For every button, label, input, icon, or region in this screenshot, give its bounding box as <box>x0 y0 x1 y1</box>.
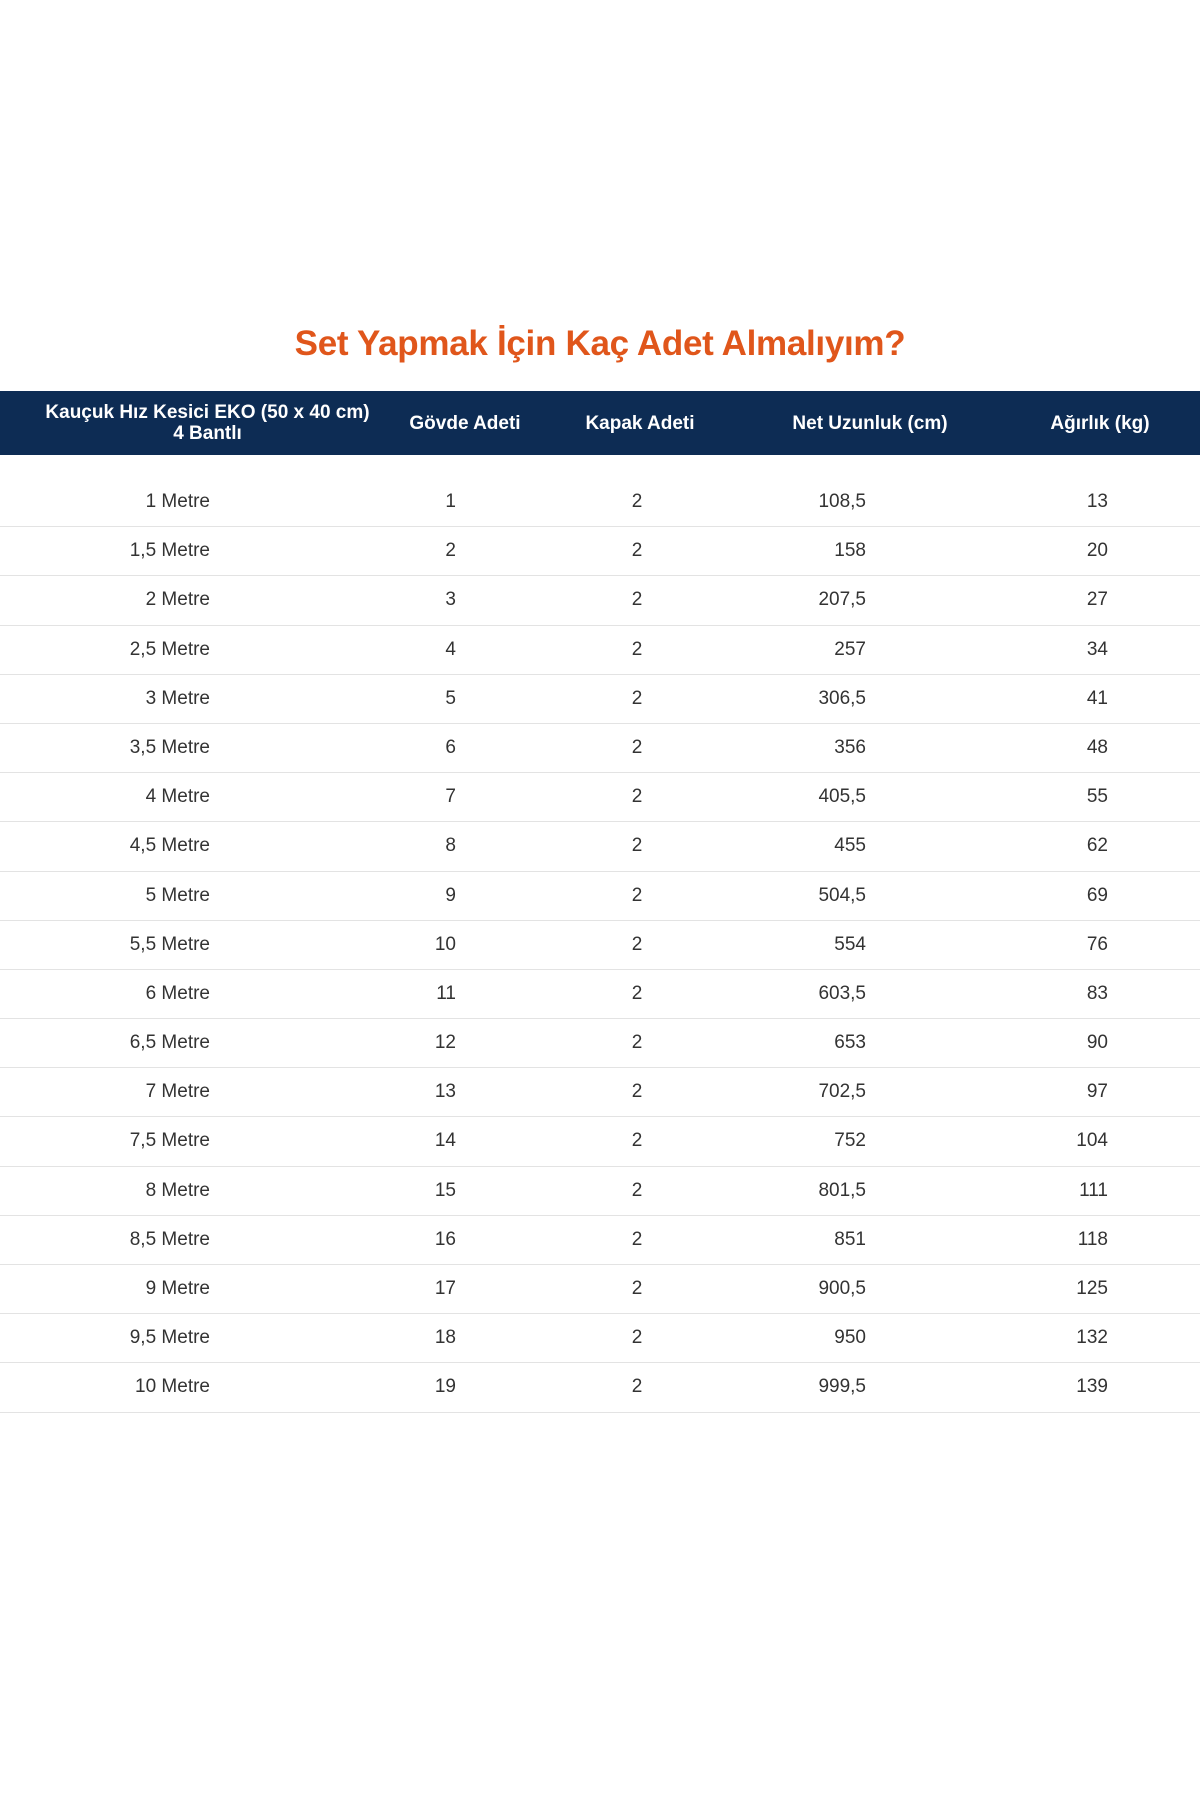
net-length-cell: 108,5 <box>818 491 866 512</box>
body-count-cell: 17 <box>434 1278 456 1299</box>
net-length-cell: 554 <box>834 933 866 955</box>
net-length-cell: 653 <box>834 1032 866 1054</box>
table-body <box>0 478 1200 1413</box>
cap-count-cell: 2 <box>631 540 643 562</box>
length-cell: 7,5 Metre <box>129 1130 210 1152</box>
cap-count-cell: 2 <box>631 1376 643 1398</box>
table-row <box>0 822 1200 871</box>
table-row <box>0 1068 1200 1117</box>
table-row <box>0 675 1200 724</box>
weight-cell: 20 <box>1086 540 1108 562</box>
length-cell: 9 Metre <box>145 1278 210 1299</box>
weight-cell: 132 <box>1076 1327 1108 1349</box>
header-cap-count: Kapak Adeti <box>585 412 695 434</box>
table-row <box>0 1117 1200 1166</box>
table-row <box>0 1363 1200 1412</box>
body-count-cell: 2 <box>445 540 456 562</box>
table-row <box>0 1216 1200 1265</box>
cap-count-cell: 2 <box>631 491 643 512</box>
length-cell: 4 Metre <box>145 786 210 808</box>
cap-count-cell: 2 <box>631 835 643 857</box>
weight-cell: 41 <box>1086 687 1108 709</box>
table-row <box>0 1167 1200 1216</box>
net-length-cell: 207,5 <box>818 589 866 611</box>
cap-count-cell: 2 <box>631 1228 643 1250</box>
net-length-cell: 455 <box>834 835 866 857</box>
table-row <box>0 1314 1200 1363</box>
length-cell: 10 Metre <box>135 1376 210 1398</box>
length-cell: 3,5 Metre <box>129 736 210 758</box>
body-count-cell: 10 <box>434 933 456 955</box>
table-header <box>0 391 1200 455</box>
net-length-cell: 405,5 <box>818 786 866 808</box>
weight-cell: 76 <box>1086 933 1108 955</box>
table-row <box>0 921 1200 970</box>
cap-count-cell: 2 <box>631 1327 643 1349</box>
table-row <box>0 872 1200 921</box>
cap-count-cell: 2 <box>631 1278 643 1299</box>
header-product-line2: 4 Bantlı <box>173 423 242 444</box>
table-row <box>0 970 1200 1019</box>
cap-count-cell: 2 <box>631 1130 643 1152</box>
weight-cell: 97 <box>1086 1081 1108 1103</box>
weight-cell: 83 <box>1086 982 1108 1004</box>
body-count-cell: 1 <box>445 491 456 512</box>
length-cell: 7 Metre <box>145 1081 210 1103</box>
body-count-cell: 3 <box>445 589 456 611</box>
net-length-cell: 801,5 <box>818 1179 866 1201</box>
body-count-cell: 14 <box>434 1130 456 1152</box>
header-net-length: Net Uzunluk (cm) <box>792 412 948 434</box>
header-product-line1: Kauçuk Hız Kesici EKO (50 x 40 cm) <box>45 402 370 423</box>
weight-cell: 13 <box>1086 491 1108 512</box>
weight-cell: 111 <box>1079 1179 1108 1201</box>
cap-count-cell: 2 <box>631 1081 643 1103</box>
length-cell: 4,5 Metre <box>129 835 210 857</box>
cap-count-cell: 2 <box>631 638 643 660</box>
cap-count-cell: 2 <box>631 589 643 611</box>
table-row <box>0 724 1200 773</box>
net-length-cell: 356 <box>834 736 866 758</box>
weight-cell: 62 <box>1086 835 1108 857</box>
header-body-count: Gövde Adeti <box>409 412 521 434</box>
weight-cell: 69 <box>1086 884 1108 906</box>
length-cell: 8,5 Metre <box>129 1228 210 1250</box>
length-cell: 2 Metre <box>145 589 210 611</box>
net-length-cell: 158 <box>834 540 866 562</box>
table-row <box>0 478 1200 527</box>
length-cell: 8 Metre <box>145 1179 210 1201</box>
body-count-cell: 16 <box>434 1228 456 1250</box>
length-cell: 2,5 Metre <box>129 638 210 660</box>
net-length-cell: 900,5 <box>818 1278 866 1299</box>
length-cell: 6,5 Metre <box>129 1032 210 1054</box>
cap-count-cell: 2 <box>631 884 643 906</box>
weight-cell: 34 <box>1086 638 1108 660</box>
net-length-cell: 702,5 <box>818 1081 866 1103</box>
weight-cell: 139 <box>1076 1376 1108 1398</box>
body-count-cell: 15 <box>434 1179 456 1201</box>
net-length-cell: 257 <box>834 638 866 660</box>
length-cell: 1,5 Metre <box>129 540 210 562</box>
table-row <box>0 773 1200 822</box>
length-cell: 9,5 Metre <box>129 1327 210 1349</box>
table-row <box>0 1019 1200 1068</box>
body-count-cell: 4 <box>445 638 456 660</box>
net-length-cell: 306,5 <box>818 687 866 709</box>
body-count-cell: 5 <box>445 687 456 709</box>
weight-cell: 125 <box>1076 1278 1108 1299</box>
net-length-cell: 603,5 <box>818 982 866 1004</box>
table-row <box>0 576 1200 625</box>
weight-cell: 55 <box>1086 786 1108 808</box>
page-title: Set Yapmak İçin Kaç Adet Almalıyım? <box>294 324 906 363</box>
body-count-cell: 19 <box>434 1376 456 1398</box>
header-product <box>40 391 375 455</box>
table-row <box>0 1265 1200 1314</box>
body-count-cell: 7 <box>445 786 456 808</box>
body-count-cell: 13 <box>434 1081 456 1103</box>
cap-count-cell: 2 <box>631 933 643 955</box>
body-count-cell: 8 <box>445 835 456 857</box>
cap-count-cell: 2 <box>631 1179 643 1201</box>
length-cell: 6 Metre <box>145 982 210 1004</box>
body-count-cell: 9 <box>445 884 456 906</box>
length-cell: 3 Metre <box>145 687 210 709</box>
table-row <box>0 527 1200 576</box>
net-length-cell: 504,5 <box>818 884 866 906</box>
weight-cell: 104 <box>1076 1130 1108 1152</box>
cap-count-cell: 2 <box>631 786 643 808</box>
table-row <box>0 626 1200 675</box>
weight-cell: 27 <box>1086 589 1108 611</box>
cap-count-cell: 2 <box>631 687 643 709</box>
body-count-cell: 18 <box>434 1327 456 1349</box>
body-count-cell: 11 <box>436 982 456 1004</box>
net-length-cell: 999,5 <box>818 1376 866 1398</box>
length-cell: 5 Metre <box>145 884 210 906</box>
weight-cell: 90 <box>1086 1032 1108 1054</box>
length-cell: 5,5 Metre <box>129 933 210 955</box>
net-length-cell: 950 <box>834 1327 866 1349</box>
body-count-cell: 12 <box>434 1032 456 1054</box>
net-length-cell: 752 <box>834 1130 866 1152</box>
cap-count-cell: 2 <box>631 736 643 758</box>
cap-count-cell: 2 <box>631 1032 643 1054</box>
header-weight: Ağırlık (kg) <box>1050 412 1150 434</box>
length-cell: 1 Metre <box>145 491 210 512</box>
net-length-cell: 851 <box>834 1228 866 1250</box>
weight-cell: 118 <box>1077 1228 1108 1250</box>
body-count-cell: 6 <box>445 736 456 758</box>
cap-count-cell: 2 <box>631 982 643 1004</box>
weight-cell: 48 <box>1086 736 1108 758</box>
